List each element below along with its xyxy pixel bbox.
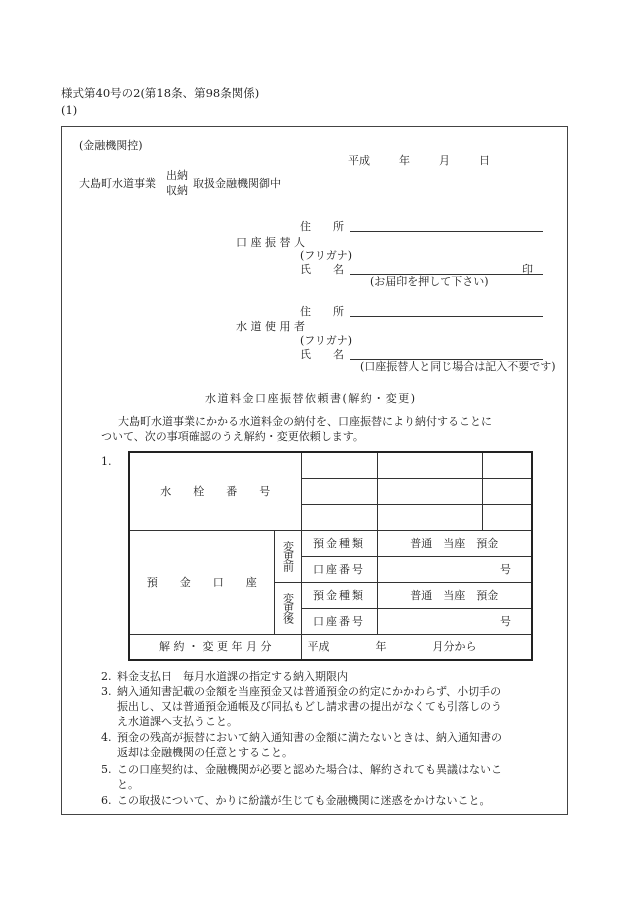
meter-cell[interactable]: [301, 504, 377, 530]
user-name-label: 氏 名: [300, 348, 344, 361]
intro-line-1: 大島町水道事業にかかる水道料金の納付を、口座振替により納付することに: [118, 415, 492, 428]
date-line: [348, 154, 490, 168]
date-month: 月: [439, 154, 450, 167]
form-number: 様式第40号の2(第18条、第98条関係): [61, 86, 260, 100]
account-table: [128, 451, 533, 661]
account-number-after[interactable]: 号: [377, 608, 532, 634]
addressee-suffix: 取扱金融機関御中: [193, 177, 281, 190]
meter-number-label: 水 栓 番 号: [129, 452, 301, 530]
note-4: 4. 預金の残高が振替において納入通知書の金額に満たないときは、納入通知書の 返却は金融機関の任意とすること。: [101, 731, 502, 759]
meter-cell[interactable]: [377, 478, 482, 504]
sub-number: (1): [61, 103, 78, 117]
note-6: 6. この取扱について、かりに紛議が生じても金融機関に迷惑をかけないこと。: [101, 794, 491, 807]
addressee-prefix: 大島町水道事業: [79, 177, 156, 190]
form-title: 水道料金口座振替依頼書(解約・変更): [205, 392, 417, 405]
from-month: 月分から: [432, 640, 477, 654]
account-number-before[interactable]: 号: [377, 556, 532, 582]
date-year: 年: [399, 154, 410, 167]
meter-cell[interactable]: [482, 478, 532, 504]
cancel-change-date[interactable]: [301, 634, 532, 660]
account-label: 預 金 口 座: [129, 530, 274, 634]
meter-cell[interactable]: [482, 504, 532, 530]
deposit-type-label-after: 預金種類: [301, 582, 377, 608]
user-furigana-label: (フリガナ): [300, 334, 353, 347]
before-label: 変更前: [274, 530, 301, 582]
user-group-label: 水 道 使 用 者: [236, 320, 305, 333]
seal-mark: 印: [522, 263, 533, 276]
note-3: 3. 納入通知書記載の金額を当座預金又は普通預金の約定にかかわらず、小切手の 振出し、又は普通預金通帳及び同払もどし請求書の提出がなくても引落しのう え水道課へ支払うこと。: [101, 685, 502, 728]
cancel-change-label: 解 約 ・ 変 更 年 月 分: [129, 634, 301, 660]
meter-cell[interactable]: [377, 452, 482, 478]
control-label: (金融機関控): [79, 139, 143, 152]
addressee-option-top: 出納: [166, 169, 188, 182]
intro-line-2: ついて、次の事項確認のうえ解約・変更依頼します。: [101, 430, 364, 443]
date-day: 日: [479, 154, 490, 167]
transferor-address-label: 住 所: [300, 220, 344, 233]
meter-cell[interactable]: [377, 504, 482, 530]
deposit-type-label-before: 預金種類: [301, 530, 377, 556]
note-2: 2. 料金支払日 毎月水道課の指定する納入期限内: [101, 670, 348, 683]
user-address-line[interactable]: [350, 316, 543, 317]
meter-cell[interactable]: [301, 452, 377, 478]
from-era: 平成: [307, 640, 330, 654]
transferor-group-label: 口 座 振 替 人: [236, 236, 305, 249]
note-5: 5. この口座契約は、金融機関が必要と認めた場合は、解約されても異議はないこ と。: [101, 763, 502, 791]
meter-cell[interactable]: [301, 478, 377, 504]
seal-note: (お届印を押して下さい): [370, 275, 489, 288]
account-number-label-after: 口座番号: [301, 608, 377, 634]
deposit-options-after[interactable]: 普通 当座 預金: [377, 582, 532, 608]
transferor-address-line[interactable]: [350, 231, 543, 232]
after-label: 変更後: [274, 582, 301, 634]
addressee-option-bottom: 収納: [166, 184, 188, 197]
account-number-label-before: 口座番号: [301, 556, 377, 582]
user-note: (口座振替人と同じ場合は記入不要です): [360, 360, 556, 373]
meter-cell[interactable]: [482, 452, 532, 478]
transferor-name-label: 氏 名: [300, 263, 344, 276]
transferor-furigana-label: (フリガナ): [300, 249, 353, 262]
date-era: 平成: [348, 154, 370, 167]
deposit-options-before[interactable]: 普通 当座 預金: [377, 530, 532, 556]
item-1-number: 1.: [101, 455, 112, 468]
from-year: 年: [375, 640, 387, 654]
user-address-label: 住 所: [300, 305, 344, 318]
